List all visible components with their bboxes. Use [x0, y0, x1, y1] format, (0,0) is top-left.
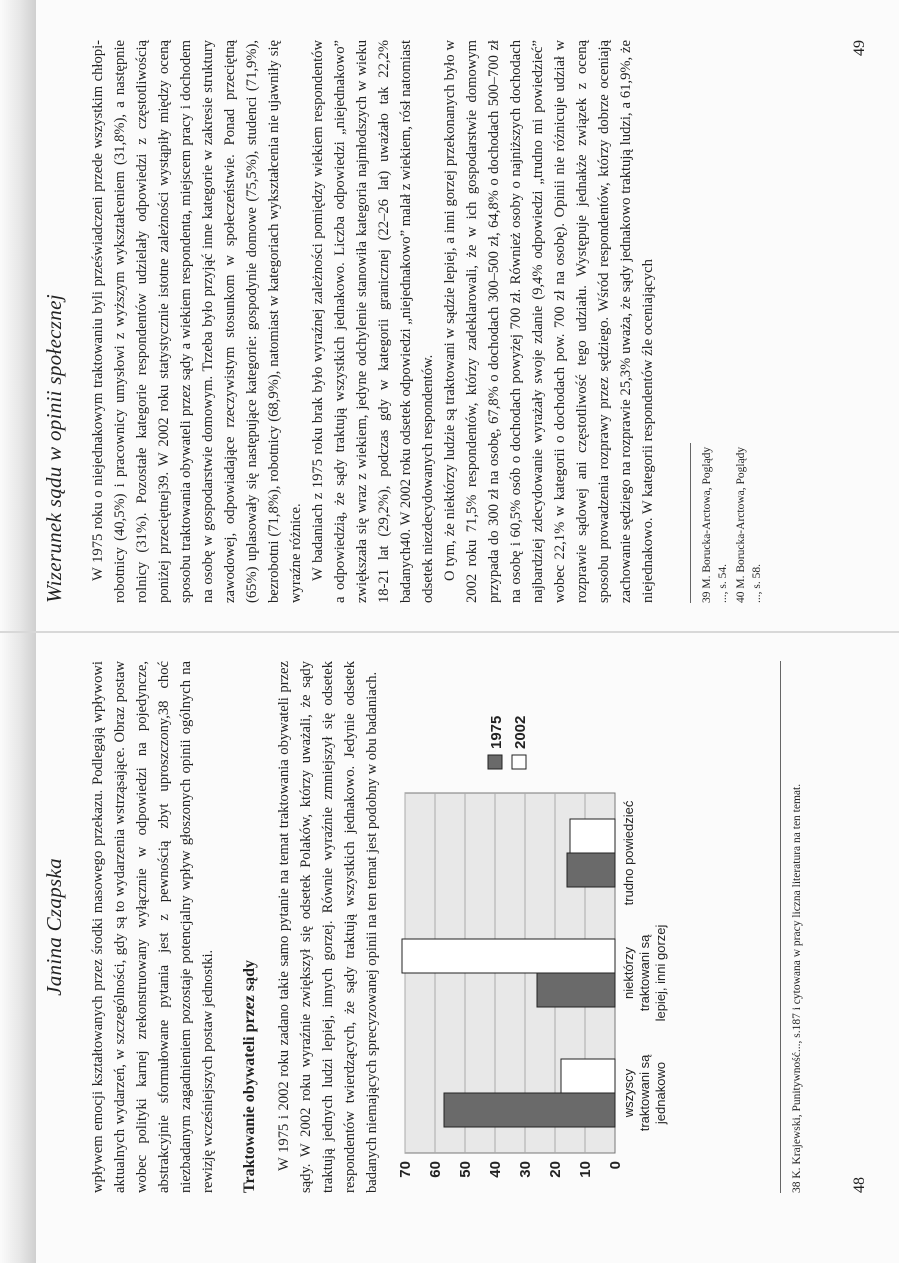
- legend-swatch-2002: [512, 755, 526, 769]
- page-gutter: [0, 631, 899, 633]
- bar-1975: [567, 853, 615, 887]
- x-category-label: traktowani są: [637, 1054, 652, 1132]
- page-number-right: 49: [851, 40, 868, 56]
- bar-2002: [402, 939, 615, 973]
- x-category-label: niektórzy: [621, 946, 636, 1000]
- right-footnotes: [690, 443, 767, 603]
- bar-chart: [395, 661, 695, 1193]
- x-category-label: lepiej, inni gorzej: [653, 924, 668, 1022]
- left-footnotes: [780, 661, 807, 1193]
- legend-label: 2002: [512, 715, 529, 749]
- bar-1975: [444, 1093, 615, 1127]
- intro-paragraph: wpływem emocji kształtowanych przez środki masowego przekazu. Podlegają wpływowi aktualnych wydarzeń, w szczególności, gdy są to wydarzenia wstrząsające. Obraz postaw wobec polityki karnej zrekonstruowany wyłącznie w odpowiedzi na pojedyncze, abstrakcyjnie sformułowane pytania jest z pewnością zbyt uproszczony,38 choć niezbadanym zagadnieniem pozostaje potencjalny wpływ głoszonych opinii ogólnych na rewizję wcześniejszych postaw jednostki.: [90, 661, 216, 1193]
- x-category-label: wszyscy: [621, 1068, 636, 1118]
- paragraph-1: W 1975 roku o niejednakowym traktowaniu byli przeświadczeni przede wszystkim chłopi-robotnicy (40,5%) i pracownicy umysłowi z wyższym wykształceniem (31,8%), a następnie rolnicy (31%). Pozostałe kategorie respondentów udzielały odpowiedzi z częstotliwością poniżej przeciętnej39. W 2002 roku statystycznie istotne zależności wystąpiły między oceną sposobu traktowania obywateli przez sądy a wiekiem respondenta, miejscem pracy i dochodem na osobę w gospodarstwie domowym. Trzeba było przyjąć inne kategorie w zakresie struktury zawodowej, odpowiadające rzeczywistym stosunkom w społeczeństwie. Ponad przeciętną (65%) uplasowały się następujące kategorie: gospodynie domowe (75,5%), studenci (71,9%), bezrobotni (71,8%), robotnicy (68,9%), natomiast w kategoriach wykształcenia nie ujawniły się wyraźne różnice.: [90, 40, 304, 603]
- bar-2002: [570, 819, 615, 853]
- footnote-40: 40 M. Borucka-Arctowa, Poglądy ..., s. 58.: [735, 446, 763, 603]
- x-category-label: trudno powiedzieć: [621, 800, 636, 906]
- bar-2002: [561, 1059, 615, 1093]
- bar-chart-svg: [395, 653, 695, 1193]
- y-tick-label: 30: [517, 1161, 534, 1178]
- y-tick-label: 40: [487, 1161, 504, 1178]
- bar-1975: [537, 973, 615, 1007]
- y-tick-label: 10: [577, 1161, 594, 1178]
- x-category-label: jednakowo: [653, 1061, 668, 1125]
- legend-label: 1975: [488, 715, 505, 749]
- legend-swatch-1975: [488, 755, 502, 769]
- y-tick-label: 50: [457, 1161, 474, 1178]
- paragraph-2: W badaniach z 1975 roku brak było wyraźnej zależności pomiędzy wiekiem respondentów a odpowiedzią, że sądy traktują wszystkich jednakowo. Liczba odpowiedzi „niejednakowo” zwiększała się wraz z wiekiem, jedyne odchylenie stanowiła kategoria najmłodszych w wieku 18-21 lat (29,2%), podczas gdy w kategorii granicznej (22–26 lat) uważało tak 22,2% badanych40. W 2002 roku odsetek odpowiedzi „niejednakowo” malał z wiekiem, rósł natomiast odsetek niezdecydowanych respondentów.: [310, 40, 436, 603]
- y-tick-label: 60: [427, 1161, 444, 1178]
- y-tick-label: 0: [607, 1161, 624, 1170]
- y-tick-label: 70: [397, 1161, 414, 1178]
- x-category-label: traktowani są: [637, 934, 652, 1012]
- y-tick-label: 20: [547, 1161, 564, 1178]
- left-running-header: Janina Czapska: [42, 858, 66, 996]
- section-paragraph: W 1975 i 2002 roku zadano takie samo pytanie na temat traktowania obywateli przez sądy. W 2002 roku wyraźnie zwiększył się odsetek Polaków, którzy uważali, że sądy traktują jednych ludzi lepiej, innych gorzej. Równie wyraźnie zmniejszył się odsetek respondentów twierdzących, że sądy traktują wszystkich jednakowo. Jedynie odsetek badanych niemających sprecyzowanej opinii na ten temat jest podobny w obu badaniach.: [276, 661, 380, 1193]
- right-page: [0, 0, 899, 631]
- right-running-header: Wizerunek sądu w opinii społecznej: [42, 294, 66, 603]
- paragraph-3: O tym, że niektórzy ludzie są traktowani w sądzie lepiej, a inni gorzej przekonanych było w 2002 roku 71,5% respondentów, którzy zadeklarowali, że w ich gospodarstwie domowym przypada do 300 zł na osobę, 67,8% o dochodach 300–500 zł, 64,8% o dochodach 500–700 zł na osobę i 60,5% osób o dochodach powyżej 700 zł. Również osoby o najniższych dochodach najbardziej zdecydowanie wyrażały swoje zdanie (9,4% odpowiedzi „trudno mi powiedzieć” wobec 22,1% w kategorii o dochodach pow. 700 zł na osobę). Opinii nie różnicuje udział w rozprawie sądowej ani częstotliwość tego udziału. Występuje jednakże związek z oceną sposobu prowadzenia rozprawy przez sędziego. Wśród respondentów, którzy dobrze oceniają zachowanie sędziego na rozprawie 25,3% uważa, że sądy jednakowo traktują ludzi, a 61,9%, że niejednakowo. W kategorii respondentów źle oceniających: [442, 40, 656, 603]
- page-number-left: 48: [851, 1177, 868, 1193]
- section-title: Traktowanie obywateli przez sądy: [241, 959, 258, 1193]
- footnote-39: 39 M. Borucka-Arctowa, Poglądy ..., s. 54.: [701, 446, 729, 603]
- footnote-38: 38 K. Krajewski, Punitywność..., s.187 i cytowana w pracy liczna literatura na ten temat.: [791, 783, 803, 1193]
- left-page: [0, 633, 899, 1263]
